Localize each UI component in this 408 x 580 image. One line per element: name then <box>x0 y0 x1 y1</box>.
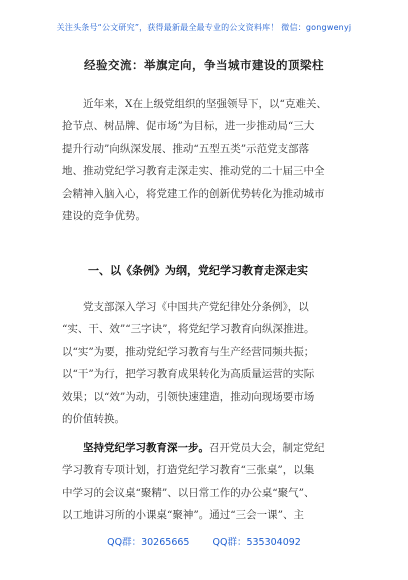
text-line: “实、干、效”“三字诀”，将党纪学习教育向纵深推进。 <box>62 323 315 336</box>
text-line: 的价值转换。 <box>62 413 125 426</box>
footer-contacts <box>0 534 408 548</box>
text-line <box>62 437 362 459</box>
text-line: 党支部深入学习《中国共产党纪律处分条例》，以 <box>83 301 309 313</box>
text-line: 学习教育专项计划，打造党纪学习教育“三张桌”，以集 <box>62 464 315 477</box>
intro-paragraph <box>62 93 362 227</box>
text-line: 地、推动党纪学习教育走深走实、推动党的二十届三中全 <box>62 165 325 178</box>
emphasis-text: 坚持党纪学习教育深一步。 <box>83 442 209 454</box>
text-line: 建设的竞争优势。 <box>62 210 146 223</box>
text-line: 效果；以“效”为动，引领快速建造，推动向现场要市场 <box>62 390 315 403</box>
text-line: 近年来，X在上级党组织的坚强领导下，以“克难关、 <box>83 98 327 110</box>
text-run: 召开党员大会，制定党纪 <box>209 442 325 454</box>
document-title: 经验交流：举旗定向，争当城市建设的顶梁柱 <box>84 58 324 72</box>
text-line: 以“实”为要，推动党纪学习教育与生产经营同频共振； <box>62 345 315 358</box>
section1-paragraph-2 <box>62 437 362 527</box>
text-line: 抢节点、树品牌、促市场”为目标，进一步推动局“三大 <box>62 120 315 133</box>
text-line: 以工地讲习所的小课桌“聚神”。通过“三会一课”、主 <box>62 509 304 522</box>
text-line: 以“干”为行，把学习教育成果转化为高质量运营的实际 <box>62 368 315 381</box>
section-heading: 一、以《条例》为纲，党纪学习教育走深走实 <box>88 264 308 277</box>
text-line: 中学习的会议桌“聚精”、以日常工作的办公桌“聚气”、 <box>62 486 315 499</box>
qq-group-1: QQ群：30265665 <box>107 537 190 548</box>
qq-group-2: QQ群：535304092 <box>212 537 301 548</box>
text-line: 会精神入脑入心，将党建工作的创新优势转化为推动城市 <box>62 187 325 200</box>
text-line: 提升行动”向纵深发展、推动“五型五类”示范党支部落 <box>62 142 310 155</box>
promo-banner: 关注头条号“公文研究”，获得最新最全最专业的公文资料库！ 微信：gongwenyj <box>56 23 352 32</box>
section1-paragraph <box>62 296 362 430</box>
